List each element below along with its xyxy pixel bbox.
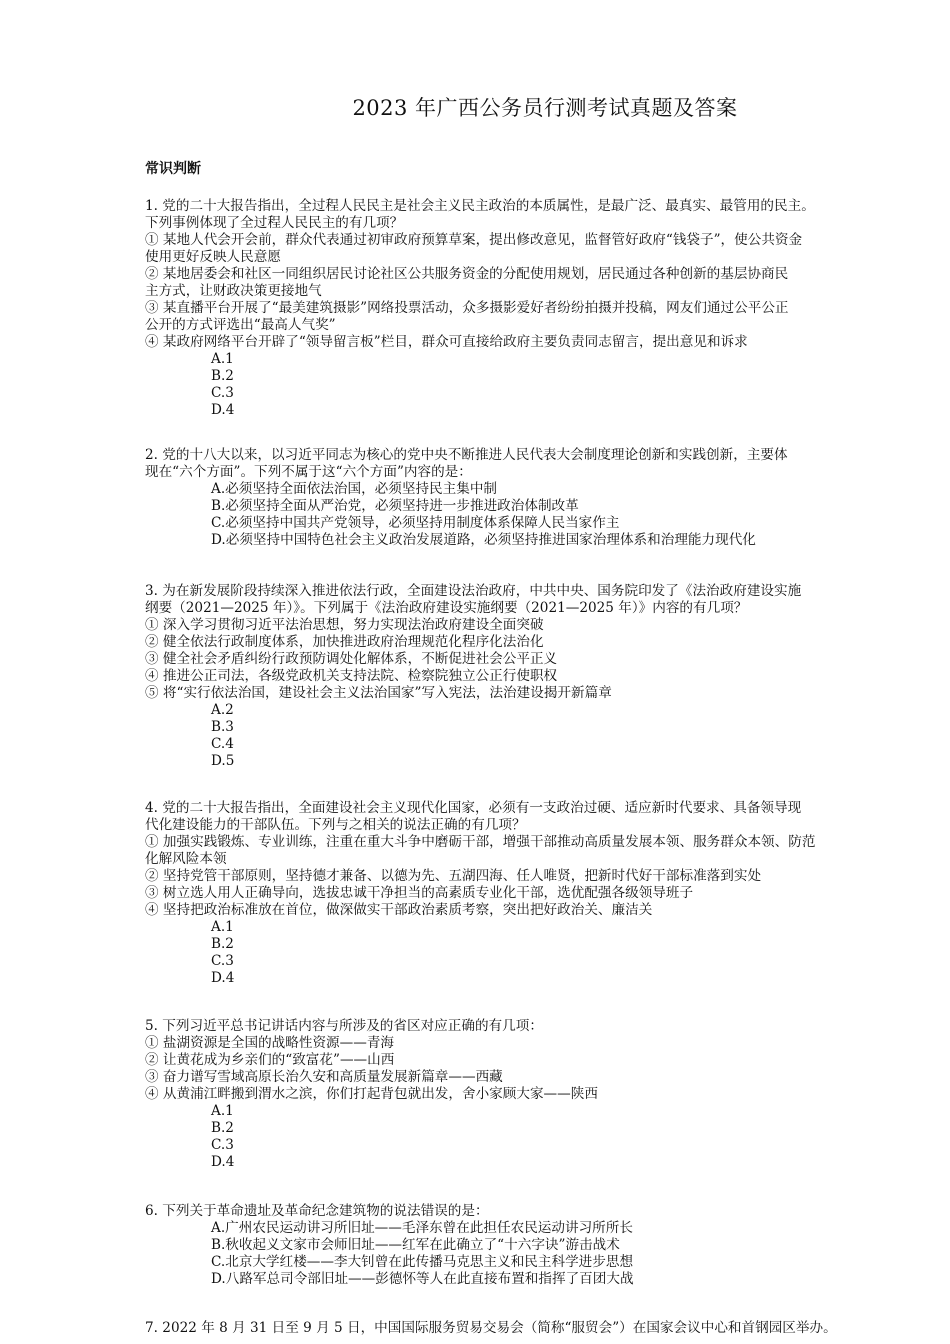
- question-text-line: 4. 党的二十大报告指出，全面建设社会主义现代化国家，必须有一支政治过硬、适应新时代要求、具备领导现: [145, 800, 802, 816]
- question-text-line: ⑤ 将“实行依法治国，建设社会主义法治国家”写入宪法，法治建设揭开新篇章: [145, 685, 612, 701]
- answer-option: B.3: [211, 719, 234, 735]
- question-3: [145, 583, 945, 770]
- question-text-line: ④ 从黄浦江畔搬到渭水之滨，你们打起背包就出发，舍小家顾大家——陕西: [145, 1086, 598, 1102]
- question-text-line: ③ 某直播平台开展了“最美建筑摄影”网络投票活动，众多摄影爱好者纷纷拍摄并投稿，网友们通过公平公正: [145, 300, 789, 316]
- answer-option: B.2: [211, 368, 234, 384]
- question-7: [145, 1320, 945, 1337]
- question-text-line: 现在“六个方面”。下列不属于这“六个方面”内容的是：: [145, 464, 472, 480]
- answer-option: A.1: [211, 919, 234, 935]
- answer-option: B.秋收起义文家市会师旧址——红军在此确立了“十六字诀”游击战术: [211, 1237, 620, 1253]
- question-text-line: 1. 党的二十大报告指出，全过程人民民主是社会主义民主政治的本质属性，是最广泛、最真实、最管用的民主。: [145, 198, 815, 214]
- question-text-line: 代化建设能力的干部队伍。下列与之相关的说法正确的有几项？: [145, 817, 526, 833]
- answer-option: A.必须坚持全面依法治国，必须坚持民主集中制: [211, 481, 498, 497]
- document-title: 2023 年广西公务员行测考试真题及答案: [352, 96, 738, 120]
- question-text-line: ② 某地居委会和社区一同组织居民讨论社区公共服务资金的分配使用规划，居民通过各种创新的基层协商民: [145, 266, 789, 282]
- question-text-line: ③ 树立选人用人正确导向，选拔忠诚干净担当的高素质专业化干部，选优配强各级领导班子: [145, 885, 694, 901]
- question-6: [145, 1203, 945, 1288]
- question-text-line: ① 加强实践锻炼、专业训练，注重在重大斗争中磨砺干部，增强干部推动高质量发展本领、服务群众本领、防范: [145, 834, 816, 850]
- question-text-line: 主方式，让财政决策更接地气: [145, 283, 322, 299]
- answer-option: D.4: [211, 1154, 235, 1170]
- question-text-line: ④ 某政府网络平台开辟了“领导留言板”栏目，群众可直接给政府主要负责同志留言，提出意见和诉求: [145, 334, 748, 350]
- question-text-line: ① 深入学习贯彻习近平法治思想，努力实现法治政府建设全面突破: [145, 617, 544, 633]
- answer-option: C.3: [211, 1137, 234, 1153]
- question-text-line: 下列事例体现了全过程人民民主的有几项？: [145, 215, 404, 231]
- question-text-line: 3. 为在新发展阶段持续深入推进依法行政，全面建设法治政府，中共中央、国务院印发了《法治政府建设实施: [145, 583, 802, 599]
- answer-option: A.广州农民运动讲习所旧址——毛泽东曾在此担任农民运动讲习所所长: [211, 1220, 633, 1236]
- question-text-line: 化解风险本领: [145, 851, 227, 867]
- answer-option: D.4: [211, 402, 235, 418]
- question-text-line: 2. 党的十八大以来，以习近平同志为核心的党中央不断推进人民代表大会制度理论创新和实践创新，主要体: [145, 447, 788, 463]
- question-text-line: 7. 2022 年 8 月 31 日至 9 月 5 日，中国国际服务贸易交易会（简称“服贸会”）在国家会议中心和首钢园区举办。: [145, 1320, 837, 1336]
- question-text-line: ④ 坚持把政治标准放在首位，做深做实干部政治素质考察，突出把好政治关、廉洁关: [145, 902, 653, 918]
- question-text-line: ② 健全依法行政制度体系，加快推进政府治理规范化程序化法治化: [145, 634, 544, 650]
- question-text-line: 公开的方式评选出“最高人气奖”: [145, 317, 336, 333]
- answer-option: A.2: [211, 702, 234, 718]
- question-2: [145, 447, 945, 549]
- question-text-line: ① 某地人代会开会前，群众代表通过初审政府预算草案，提出修改意见，监督管好政府“钱袋子”，使公共资金: [145, 232, 803, 248]
- question-text-line: 5. 下列习近平总书记讲话内容与所涉及的省区对应正确的有几项：: [145, 1018, 543, 1034]
- answer-option: C.3: [211, 953, 234, 969]
- question-4: [145, 800, 945, 987]
- question-text-line: ③ 健全社会矛盾纠纷行政预防调处化解体系，不断促进社会公平正义: [145, 651, 558, 667]
- answer-option: C.3: [211, 385, 234, 401]
- answer-option: D.5: [211, 753, 235, 769]
- answer-option: C.必须坚持中国共产党领导，必须坚持用制度体系保障人民当家作主: [211, 515, 620, 531]
- question-5: [145, 1018, 945, 1171]
- question-1: [145, 198, 945, 419]
- question-text-line: ④ 推进公正司法，各级党政机关支持法院、检察院独立公正行使职权: [145, 668, 558, 684]
- answer-option: B.必须坚持全面从严治党，必须坚持进一步推进政治体制改革: [211, 498, 579, 514]
- answer-option: A.1: [211, 351, 234, 367]
- question-text-line: ② 让黄花成为乡亲们的“致富花”——山西: [145, 1052, 395, 1068]
- question-text-line: 使用更好反映人民意愿: [145, 249, 281, 265]
- answer-option: C.4: [211, 736, 234, 752]
- question-text-line: 6. 下列关于革命遗址及革命纪念建筑物的说法错误的是：: [145, 1203, 489, 1219]
- answer-option: A.1: [211, 1103, 234, 1119]
- answer-option: C.北京大学红楼——李大钊曾在此传播马克思主义和民主科学进步思想: [211, 1254, 634, 1270]
- answer-option: B.2: [211, 936, 234, 952]
- answer-option: B.2: [211, 1120, 234, 1136]
- question-text-line: ③ 奋力谱写雪域高原长治久安和高质量发展新篇章——西藏: [145, 1069, 503, 1085]
- question-text-line: ① 盐湖资源是全国的战略性资源——青海: [145, 1035, 395, 1051]
- answer-option: D.八路军总司令部旧址——彭德怀等人在此直接布置和指挥了百团大战: [211, 1271, 634, 1287]
- answer-option: D.必须坚持中国特色社会主义政治发展道路，必须坚持推进国家治理体系和治理能力现代化: [211, 532, 756, 548]
- section-heading: 常识判断: [145, 161, 201, 177]
- question-text-line: ② 坚持党管干部原则，坚持德才兼备、以德为先、五湖四海、任人唯贤，把新时代好干部标准落到实处: [145, 868, 762, 884]
- answer-option: D.4: [211, 970, 235, 986]
- question-text-line: 纲要（2021—2025 年）》。下列属于《法治政府建设实施纲要（2021—2025 年）》内容的有几项？: [145, 600, 748, 616]
